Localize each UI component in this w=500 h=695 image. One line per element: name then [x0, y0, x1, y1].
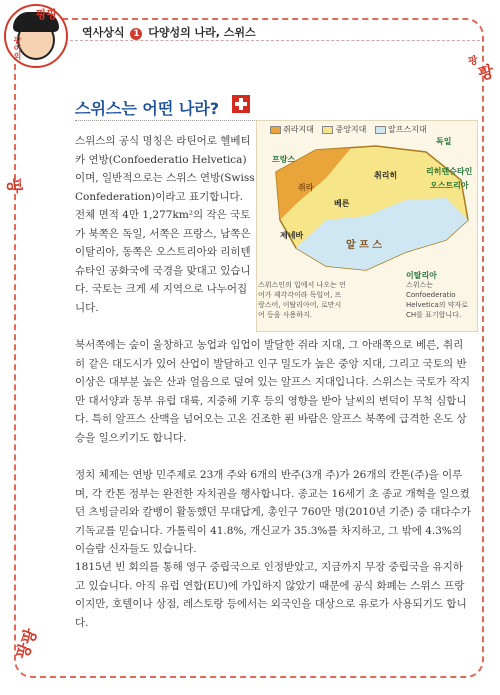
- paragraph-intro: 스위스의 공식 명칭은 라틴어로 헬베티카 연방(Confoederatio Helvetica)이며, 일반적으로는 스위스 연방(Swiss Confederation)이라고 표기합니다. 전체 면적 4만 1,277km²의 작은 국토가 북쪽은 독일, 서쪽은 프랑스, 남쪽은 이탈리아, 동쪽은 오스트리아와 리히텐슈타인 공화국에 국경을 맞대고 있습니다. 국토는 크게 세 지역으로 나누어집니다.: [75, 135, 255, 314]
- swiss-map-illustration: [256, 120, 478, 332]
- swiss-flag-icon: [232, 95, 250, 113]
- pop-text-big: 팡: [476, 61, 496, 84]
- map-label-austria: 오스트리아: [430, 181, 469, 190]
- map-label-france: 프랑스: [272, 155, 296, 164]
- map-label-germany: 독일: [436, 137, 452, 146]
- header-topic: 다양성의 나라, 스위스: [148, 26, 256, 39]
- series-logo: [4, 4, 68, 68]
- header-divider: [70, 40, 480, 41]
- map-label-liechtenstein: 리히텐슈타인: [426, 167, 473, 176]
- caption-left: 스위스인의 입에서 나오는 언어가 제각각이라 독일어, 프랑스어, 이탈리아어, 로만시어 등을 사용하지.: [258, 281, 346, 319]
- header-number: 1: [130, 28, 142, 40]
- logo-text-top: 광이의: [13, 36, 22, 60]
- pop-text-left: 팡: [5, 177, 25, 194]
- map-label-italy: 이탈리아: [406, 271, 437, 280]
- paragraph-geography: 북서쪽에는 숲이 울창하고 농업과 임업이 발달한 쥐라 지대, 그 아래쪽으로 베른, 취리히 같은 대도시가 있어 산업이 발달하고 인구 밀도가 높은 중앙 지대, 그리고 국토의 반 이상은 대부분 높은 산과 얼음으로 덮여 있는 알프스 지대입니다. 스위스는 국토가 작지만 대서양과 동부 유럽 대륙, 지중해 기후 등의 영향을 받아 날씨의 변덕이 무척 심합니다. 특히 알프스 산맥을 넘어오는 고온 건조한 푄 바람은 알프스 북쪽에 급격한 온도 상승을 일으키기도 합니다.: [75, 339, 471, 444]
- paragraph-neutrality: 1815년 빈 회의를 통해 영구 중립국으로 인정받았고, 지금까지 무장 중립국을 유지하고 있습니다. 아직 유럽 연합(EU)에 가입하지 않았기 때문에 공식 화폐는 스위스 프랑이지만, 호텔이나 상점, 레스토랑 등에서는 외국인을 대상으로 유로가 사용되기도 합니다.: [75, 561, 467, 629]
- map-label-alps: 알 프 스: [346, 240, 382, 251]
- map-label-jura: 쥐라: [298, 183, 314, 192]
- map-legend: 쥐라지대 중앙지대 알프스지대: [264, 124, 427, 135]
- caption-right: 스위스는 Confoederatio Helvetica의 약자로 CH를 표기합니다.: [406, 281, 469, 319]
- map-label-bern: 베른: [334, 199, 350, 208]
- map-label-geneva: 제네바: [280, 231, 304, 240]
- running-header: [70, 20, 480, 40]
- map-label-zurich: 취리히: [374, 171, 398, 180]
- pop-text-small: 팡: [467, 55, 480, 68]
- pop-text-bottom: 팡팡: [12, 626, 41, 662]
- logo-text-pop: 팡팡: [36, 8, 58, 21]
- page-title: 스위스는 어떤 나라?: [75, 99, 220, 118]
- paragraph-politics: 정치 체제는 연방 민주제로 23개 주와 6개의 반주(3개 주)가 26개의 칸톤(주)을 이루며, 각 칸톤 정부는 완전한 자치권을 행사합니다. 종교는 16세기 초 종교 개혁을 일으켰던 츠빙글리와 칼뱅이 활동했던 무대답게, 총인구 760만 명(2010년 기준) 중 대다수가 기독교를 믿습니다. 가톨릭이 41.8%, 개신교가 35.3%를 차지하고, 그 밖에 4.3%의 이슬람 신자들도 있습니다.: [75, 469, 471, 555]
- header-series: 역사상식: [82, 26, 125, 39]
